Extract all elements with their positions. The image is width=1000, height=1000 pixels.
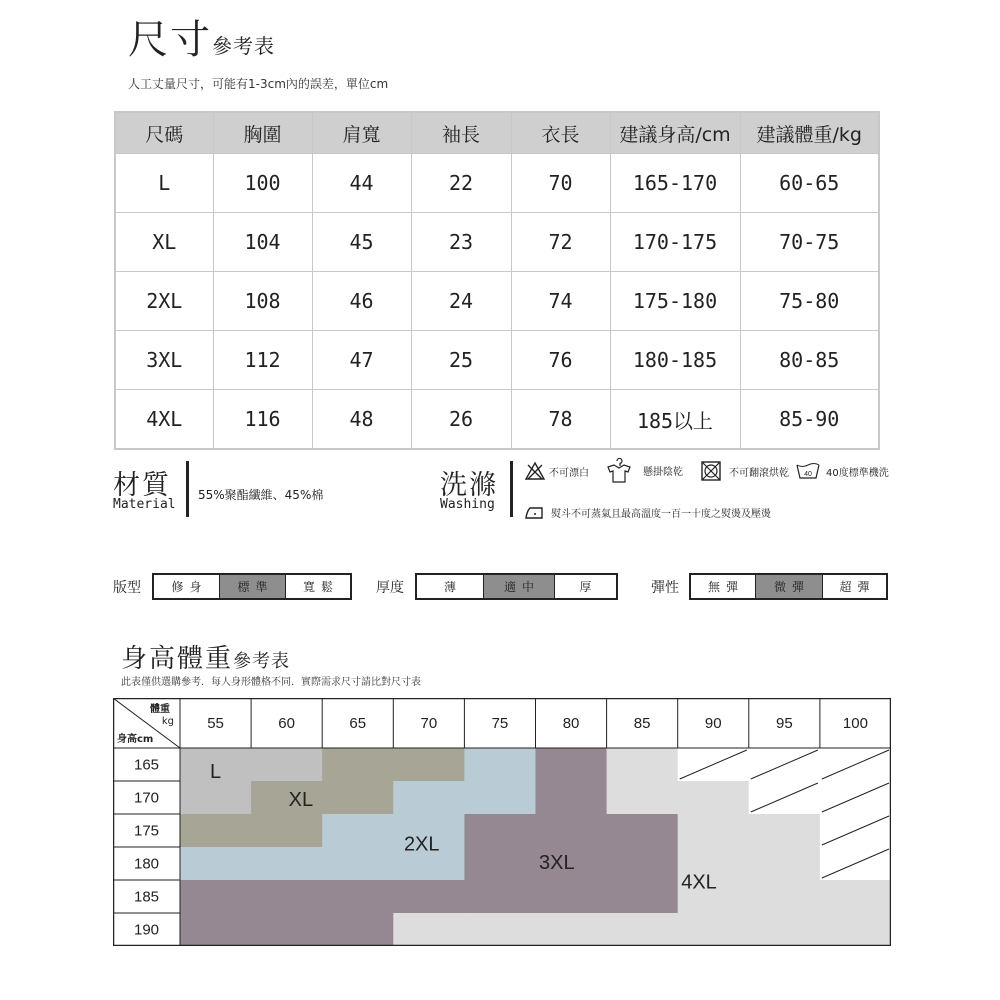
cell-height: 185以上 — [610, 390, 740, 450]
hang-dry-icon — [604, 455, 634, 485]
zone-cell-3xl — [393, 880, 465, 914]
zone-cell-2xl — [464, 748, 536, 782]
cell-height: 170-175 — [610, 213, 740, 272]
height-label: 175 — [133, 822, 160, 840]
zone-cell-3xl — [464, 847, 536, 881]
zone-label-3xl: 3XL — [539, 851, 575, 874]
cell-size: XL — [115, 213, 213, 272]
height-weight-grid — [113, 698, 891, 946]
height-label: 165 — [133, 756, 160, 774]
cell-chest: 108 — [213, 272, 312, 331]
size-table — [114, 111, 880, 450]
header-weight: 建議體重/kg — [740, 112, 879, 154]
cell-sleeve: 23 — [411, 213, 511, 272]
wash-40-icon — [795, 462, 821, 480]
washing-subtitle: Washing — [440, 497, 495, 512]
header-chest: 胸圍 — [213, 112, 312, 154]
zone-cell-4xl — [749, 913, 821, 946]
cell-weight: 80-85 — [740, 331, 879, 390]
washing-divider — [510, 461, 513, 517]
weight-label: 95 — [776, 715, 793, 732]
cell-size: L — [115, 154, 213, 213]
cell-weight: 60-65 — [740, 154, 879, 213]
cell-chest: 116 — [213, 390, 312, 450]
hw-chart-title-suffix: 參考表 — [233, 651, 291, 672]
cell-height: 180-185 — [610, 331, 740, 390]
zone-cell-4xl — [749, 880, 821, 914]
no-bleach-icon — [524, 461, 546, 481]
iron-icon — [524, 503, 548, 521]
zone-cell-2xl — [393, 781, 465, 815]
cell-weight: 70-75 — [740, 213, 879, 272]
wash-item-40 — [795, 462, 889, 480]
cell-size: 3XL — [115, 331, 213, 390]
weight-label: 80 — [562, 715, 580, 732]
cell-shoulder: 46 — [312, 272, 411, 331]
zone-cell-2xl — [251, 847, 323, 881]
zone-cell-2xl — [464, 781, 536, 815]
weight-label: 85 — [633, 715, 651, 732]
fit-option-standard: 標準 — [220, 575, 286, 598]
zone-cell-4xl — [678, 781, 750, 815]
wash-label: 熨斗不可蒸氣且最高溫度一百一十度之熨燙及壓燙 — [551, 508, 771, 520]
size-chart-title — [128, 16, 275, 70]
cell-sleeve: 25 — [411, 331, 511, 390]
size-chart-title-suffix: 參考表 — [212, 34, 275, 58]
washing-title: 洗滌 — [440, 470, 498, 501]
elasticity-option-slight: 微彈 — [756, 575, 823, 598]
corner-weight-label: 體重 — [150, 704, 170, 715]
size-chart-title-main: 尺寸 — [128, 17, 212, 63]
weight-label: 100 — [842, 715, 868, 732]
weight-label: 65 — [349, 715, 367, 732]
header-size: 尺碼 — [115, 112, 213, 154]
corner-height-label: 身高cm — [117, 734, 154, 745]
hw-chart-title — [121, 638, 290, 675]
weight-label: 55 — [207, 715, 224, 732]
material-value: 55%聚酯纖維、45%棉 — [198, 488, 324, 502]
zone-cell-l — [251, 748, 323, 782]
fit-label: 版型 — [113, 580, 141, 596]
zone-cell-3xl — [322, 880, 394, 914]
cell-shoulder: 44 — [312, 154, 411, 213]
cell-height: 175-180 — [610, 272, 740, 331]
zone-cell-4xl — [820, 880, 891, 914]
zone-cell-4xl — [536, 913, 608, 946]
wash-label: 不可翻滾烘乾 — [729, 467, 789, 479]
table-row — [115, 213, 879, 272]
cell-chest: 100 — [213, 154, 312, 213]
wash-label: 不可漂白 — [549, 467, 589, 479]
weight-label: 75 — [491, 715, 509, 732]
zone-cell-xl — [251, 814, 323, 848]
table-row — [115, 331, 879, 390]
cell-shoulder: 47 — [312, 331, 411, 390]
table-row — [115, 272, 879, 331]
cell-length: 70 — [511, 154, 610, 213]
cell-sleeve: 24 — [411, 272, 511, 331]
zone-cell-xl — [322, 748, 394, 782]
zone-cell-2xl — [322, 814, 394, 848]
zone-cell-3xl — [607, 847, 679, 881]
zone-cell-l — [180, 781, 252, 815]
zone-cell-xl — [393, 748, 465, 782]
cell-sleeve: 22 — [411, 154, 511, 213]
wash-item-no-tumble — [700, 460, 789, 482]
zone-cell-4xl — [464, 913, 536, 946]
cell-length: 76 — [511, 331, 610, 390]
fit-option-slim: 修身 — [154, 575, 220, 598]
height-label: 180 — [133, 855, 160, 873]
material-title: 材質 — [113, 470, 171, 501]
zone-cell-4xl — [678, 913, 750, 946]
zone-cell-xl — [180, 814, 252, 848]
zone-cell-3xl — [536, 781, 608, 815]
no-tumble-dry-icon — [700, 460, 722, 482]
thickness-label: 厚度 — [376, 580, 404, 596]
hw-chart-note: 此表僅供選購參考．每人身形體格不同．實際需求尺寸請比對尺寸表 — [121, 677, 421, 688]
weight-label: 90 — [704, 715, 722, 732]
zone-label-2xl: 2XL — [403, 833, 440, 856]
material-divider — [186, 461, 189, 517]
zone-cell-3xl — [180, 913, 252, 946]
zone-cell-4xl — [607, 748, 679, 782]
zone-cell-3xl — [607, 814, 679, 848]
size-chart-note: 人工丈量尺寸，可能有1-3cm內的誤差，單位cm — [128, 77, 389, 91]
zone-cell-3xl — [251, 913, 323, 946]
cell-length: 74 — [511, 272, 610, 331]
elasticity-option-high: 超彈 — [839, 580, 876, 594]
cell-length: 72 — [511, 213, 610, 272]
height-label: 170 — [133, 789, 160, 807]
cell-shoulder: 48 — [312, 390, 411, 450]
weight-label: 70 — [420, 715, 438, 732]
cell-chest: 112 — [213, 331, 312, 390]
table-row — [115, 154, 879, 213]
elasticity-selector — [689, 573, 888, 600]
zone-cell-2xl — [322, 847, 394, 881]
cell-length: 78 — [511, 390, 610, 450]
wash-label: 40度標準機洗 — [826, 467, 889, 479]
zone-cell-3xl — [536, 880, 608, 914]
zone-cell-3xl — [464, 880, 536, 914]
zone-cell-3xl — [607, 880, 679, 914]
zone-cell-3xl — [180, 880, 252, 914]
elasticity-option-none: 無彈 — [691, 575, 756, 598]
zone-cell-3xl — [251, 880, 323, 914]
zone-label-l: L — [209, 761, 222, 784]
zone-cell-4xl — [749, 814, 821, 848]
thickness-selector — [415, 573, 618, 600]
cell-weight: 85-90 — [740, 390, 879, 450]
cell-weight: 75-80 — [740, 272, 879, 331]
cell-size: 4XL — [115, 390, 213, 450]
cell-height: 165-170 — [610, 154, 740, 213]
zone-cell-3xl — [536, 748, 608, 782]
zone-cell-4xl — [607, 781, 679, 815]
material-subtitle: Material — [113, 497, 176, 512]
zone-cell-4xl — [820, 913, 891, 946]
zone-cell-3xl — [536, 814, 608, 848]
height-label: 190 — [133, 921, 160, 939]
zone-cell-2xl — [180, 847, 252, 881]
table-row — [115, 390, 879, 450]
thickness-option-medium: 適中 — [484, 575, 555, 598]
size-table-header-row — [115, 112, 879, 154]
weight-label: 60 — [278, 715, 295, 732]
zone-cell-4xl — [607, 913, 679, 946]
corner-weight-unit: kg — [161, 716, 174, 727]
hw-chart-title-main: 身高體重 — [121, 644, 234, 674]
zone-label-xl: XL — [288, 789, 314, 812]
wash-item-no-bleach — [524, 461, 589, 481]
header-shoulder: 肩寬 — [312, 112, 411, 154]
thickness-option-thick: 厚 — [579, 580, 598, 594]
wash-label: 懸掛陰乾 — [643, 466, 683, 478]
header-length: 衣長 — [511, 112, 610, 154]
zone-label-4xl: 4XL — [681, 871, 717, 894]
header-height: 建議身高/cm — [610, 112, 740, 154]
height-label: 185 — [133, 888, 160, 906]
cell-size: 2XL — [115, 272, 213, 331]
elasticity-label: 彈性 — [651, 580, 679, 596]
fit-option-loose: 寬鬆 — [302, 580, 339, 594]
cell-chest: 104 — [213, 213, 312, 272]
header-sleeve: 袖長 — [411, 112, 511, 154]
zone-cell-3xl — [464, 814, 536, 848]
cell-sleeve: 26 — [411, 390, 511, 450]
zone-cell-4xl — [678, 814, 750, 848]
wash-item-hang-dry — [604, 455, 683, 485]
fit-selector — [152, 573, 352, 600]
zone-cell-xl — [322, 781, 394, 815]
wash-40-icon-text: 40 — [804, 471, 812, 478]
zone-cell-4xl — [749, 847, 821, 881]
thickness-option-thin: 薄 — [417, 575, 484, 598]
zone-cell-3xl — [322, 913, 394, 946]
zone-cell-4xl — [393, 913, 465, 946]
cell-shoulder: 45 — [312, 213, 411, 272]
wash-item-iron — [524, 503, 771, 521]
